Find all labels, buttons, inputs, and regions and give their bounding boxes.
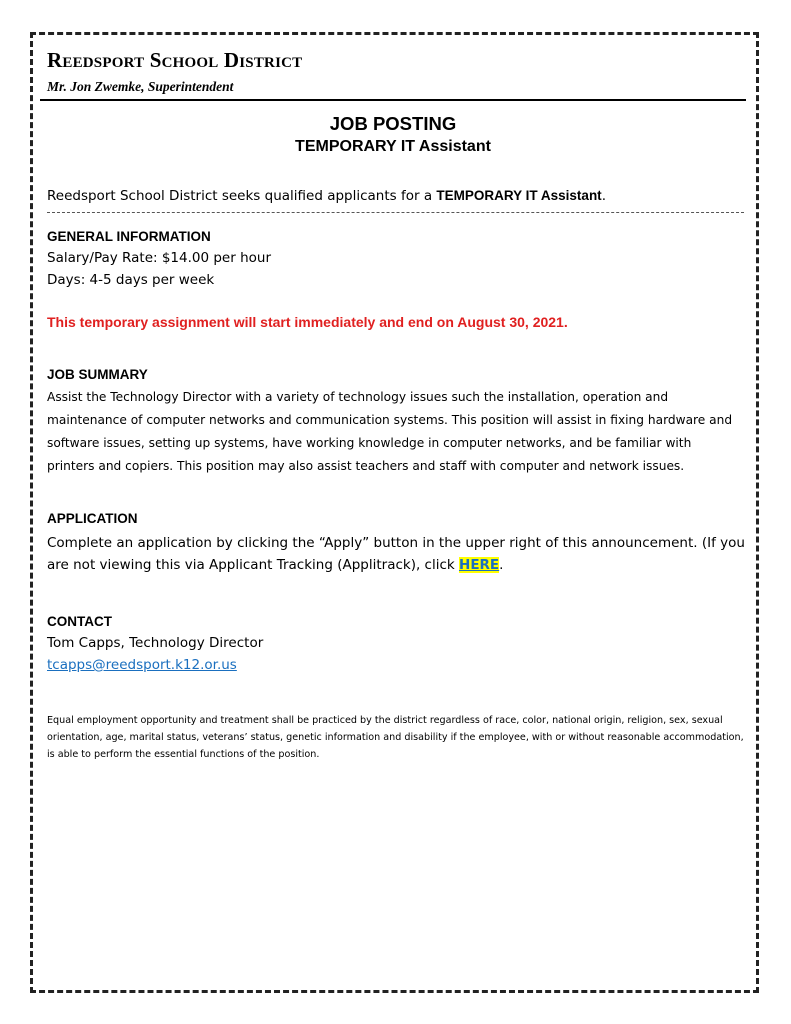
position-title: TEMPORARY IT Assistant xyxy=(295,138,491,155)
application-heading: APPLICATION xyxy=(47,511,138,526)
intro-suffix: . xyxy=(601,188,606,204)
contact-name: Tom Capps, Technology Director xyxy=(47,635,264,651)
district-name: Reedsport School District xyxy=(47,48,303,72)
job-summary-text: Assist the Technology Director with a variety of technology issues such the installation, operation and maintenance of computer networks and communication systems. This position will assist in fixing hardware and software issues, setting up systems, have working knowledge in computer networks, and be familiar with printers and copiers. This position may also assist teachers and staff with computer and network issues. xyxy=(47,390,733,473)
eeo-statement: Equal employment opportunity and treatment shall be practiced by the district regardless of race, color, national origin, religion, sex, sexual orientation, age, marital status, veterans’ status, genetic information and disability if the employee, with or without reasonable accommodation, is able to perform the essential functions of the position. xyxy=(47,715,744,760)
contact-email-link[interactable]: tcapps@reedsport.k12.or.us xyxy=(47,657,237,673)
application-body: Complete an application by clicking the “Apply” button in the upper right of this announcement. (If you are not viewing this via Applicant Tracking (Applitrack), click xyxy=(47,535,745,573)
assignment-notice: This temporary assignment will start immediately and end on August 30, 2021. xyxy=(47,314,568,330)
application-suffix: . xyxy=(499,557,504,573)
intro-prefix: Reedsport School District seeks qualified applicants for a xyxy=(47,188,437,204)
job-summary-heading: JOB SUMMARY xyxy=(47,367,148,382)
intro-position: TEMPORARY IT Assistant xyxy=(436,188,602,203)
posting-title: JOB POSTING xyxy=(329,113,457,134)
superintendent-line: Mr. Jon Zwemke, Superintendent xyxy=(47,79,234,94)
intro-paragraph xyxy=(47,188,747,204)
general-info-heading: GENERAL INFORMATION xyxy=(47,229,211,244)
contact-heading: CONTACT xyxy=(47,614,112,629)
dashed-separator xyxy=(47,212,744,213)
days-line: Days: 4-5 days per week xyxy=(47,272,215,288)
here-link[interactable]: HERE xyxy=(459,557,500,573)
salary-line: Salary/Pay Rate: $14.00 per hour xyxy=(47,250,272,266)
header-rule xyxy=(40,99,746,101)
application-text xyxy=(47,532,747,576)
